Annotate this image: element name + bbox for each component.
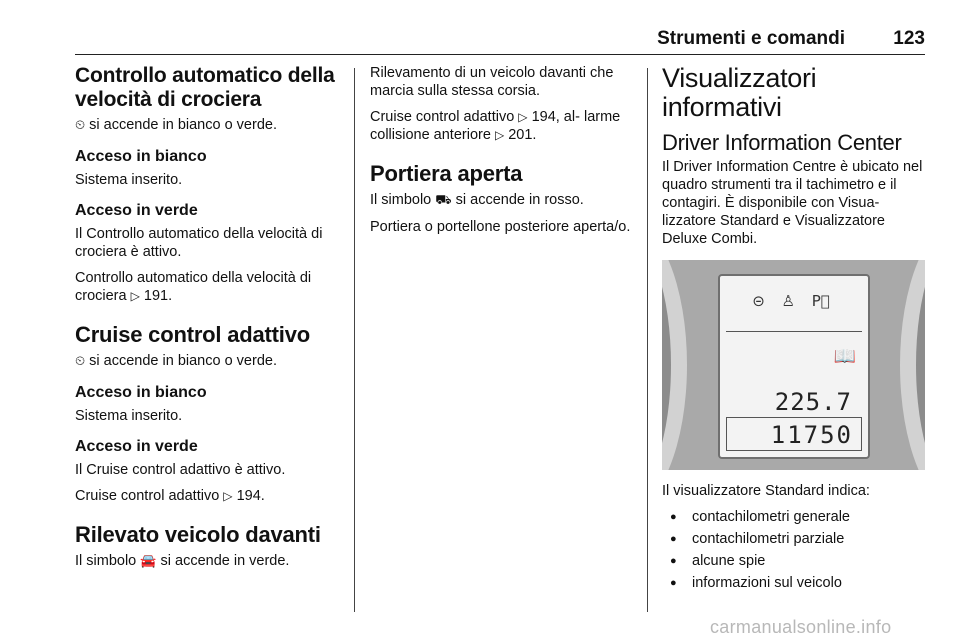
instrument-cluster-illustration: [662, 260, 925, 470]
vehicle-ahead-text: Il simbolo 🚘 si accende in verde.: [75, 553, 290, 569]
door-open-text-2: Portiera o portellone posteriore aperta/o.: [370, 219, 631, 235]
chapter-heading: Strumenti e comandi: [657, 28, 845, 49]
column-1: [75, 64, 343, 579]
standard-display-list: [662, 508, 927, 592]
rev-counter-ring: [900, 260, 925, 470]
list-item: ● contachilometri parziale: [662, 530, 927, 548]
page-header: [75, 26, 925, 55]
cruise-intro: ⏲ si accende in bianco o verde.: [75, 117, 277, 133]
column-divider-1: [354, 68, 355, 612]
list-intro: Il visualizzatore Standard indica:: [662, 483, 870, 499]
adaptive-intro: ⏲ si accende in bianco o verde.: [75, 353, 277, 369]
crossref-cruise: Controllo automatico della velocità di crociera ▷ 191.: [75, 270, 312, 304]
manual-book-icon: 📖: [833, 346, 856, 366]
chapter-title: Visualizzatori informativi: [662, 63, 817, 122]
vehicle-ahead-continued: Rilevamento di un veicolo davanti che marcia sulla stessa corsia.: [370, 65, 614, 99]
tachometer-ring: [662, 260, 687, 470]
vehicle-ahead-icon: 🚘: [140, 554, 157, 569]
trip-odometer: 225.7: [774, 388, 852, 416]
section-title-door-open: Portiera aperta: [370, 161, 523, 186]
list-item: ● alcune spie: [662, 552, 927, 570]
list-item: ● informazioni sul veicolo: [662, 574, 927, 592]
section-title-dic: Driver Information Center: [662, 130, 902, 155]
crossref-arrow-icon: ▷: [494, 128, 505, 142]
subtitle-white: Acceso in bianco: [75, 148, 207, 165]
text-green-2: Il Cruise control adattivo è attivo.: [75, 462, 286, 478]
door-open-text: Il simbolo ⛟ si accende in rosso.: [370, 192, 584, 208]
subtitle-green-2: Acceso in verde: [75, 438, 198, 455]
text-green: Il Controllo automatico della velocità di crociera è attivo.: [75, 226, 323, 260]
door-open-icon: ⛟: [435, 193, 452, 208]
section-title-cruise-control: Controllo automatico della velocità di crociera: [75, 64, 335, 111]
total-odometer: 11750: [726, 417, 862, 451]
column-2: [370, 64, 635, 244]
section-title-adaptive-cruise: Cruise control adattivo: [75, 322, 310, 347]
crossref-collision: Cruise control adattivo ▷ 194, al- larme collisione anteriore ▷ 201.: [370, 109, 621, 143]
section-title-vehicle-ahead: Rilevato veicolo davanti: [75, 522, 321, 547]
crossref-adaptive: Cruise control adattivo ▷ 194.: [75, 488, 265, 504]
column-3: [662, 64, 927, 596]
text-white: Sistema inserito.: [75, 172, 183, 188]
warning-icons-row: ⊝ ♙ P᪲: [752, 292, 836, 310]
lcd-display: [718, 274, 870, 459]
cruise-control-icon: ⏲: [75, 118, 86, 133]
list-item: ● contachilometri generale: [662, 508, 927, 526]
crossref-arrow-icon: ▷: [518, 110, 528, 124]
cruise-control-icon: ⏲: [75, 354, 86, 369]
crossref-arrow-icon: ▷: [223, 489, 233, 503]
crossref-arrow-icon: ▷: [130, 289, 140, 303]
column-divider-2: [647, 68, 648, 612]
text-white-2: Sistema inserito.: [75, 408, 183, 424]
subtitle-green: Acceso in verde: [75, 202, 198, 219]
watermark: carmanualsonline.info: [710, 617, 892, 637]
page-number: 123: [893, 28, 925, 49]
subtitle-white-2: Acceso in bianco: [75, 384, 207, 401]
dic-intro: Il Driver Information Centre è ubicato nel quadro strumenti tra il tachimetro e il contagiri. È disponibile con Visua-lizzatore Standard e Visualizzatore Deluxe Combi.: [662, 159, 923, 247]
